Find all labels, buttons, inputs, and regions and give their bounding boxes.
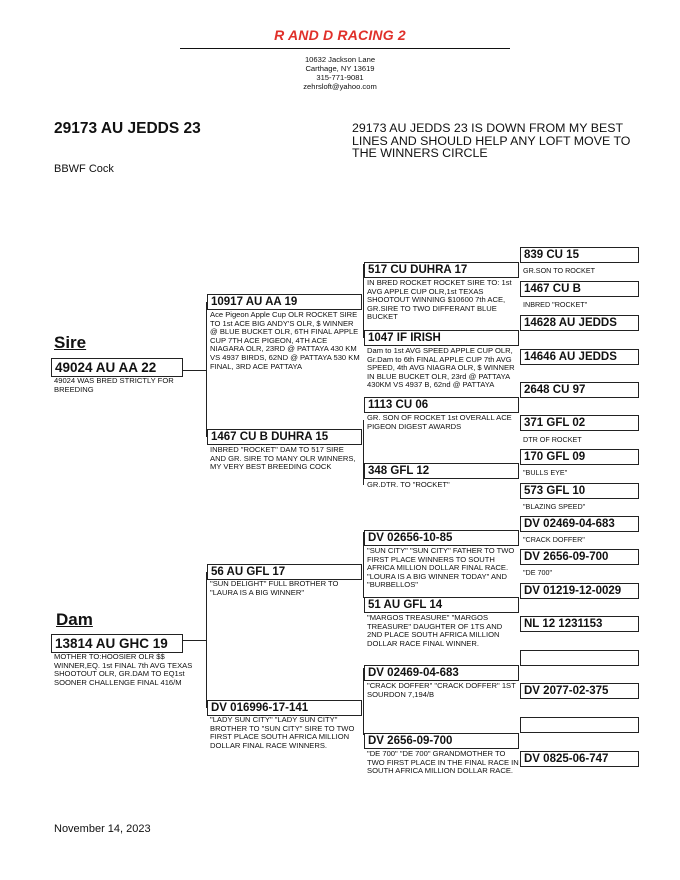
dssd-band: DV 2656-09-700 xyxy=(520,549,639,565)
sd-band: 1467 CU B DUHRA 15 xyxy=(207,429,362,445)
sdsd-band: 371 GFL 02 xyxy=(520,415,639,431)
ssdd-band: 14646 AU JEDDS xyxy=(520,349,639,365)
sdss-band: 2648 CU 97 xyxy=(520,382,639,398)
dd-notes: "LADY SUN CITY" "LADY SUN CITY" BROTHER TO "SUN CITY" SIRE TO TWO FIRST PLACE SOUTH AFRICA MILLION DOLLAR FINAL RACE WINNERS. xyxy=(210,716,355,750)
sssd-band: 1467 CU B xyxy=(520,281,639,297)
dam-notes: MOTHER TO:HOOSIER OLR $$ WINNER,EQ. 1st FINAL 7th AVG TEXAS SHOOTOUT OLR, GR.DAM TO EQ1st SOONER CHALLENGE FINAL 416/M xyxy=(54,653,193,687)
sssd-notes: INBRED "ROCKET" xyxy=(523,300,588,309)
dam-heading: Dam xyxy=(56,610,93,629)
pigeon-color-sex: BBWF Cock xyxy=(54,163,114,175)
address-line-street: 10632 Jackson Lane xyxy=(304,55,376,64)
dds-band: DV 02469-04-683 xyxy=(364,665,519,681)
ddds-band xyxy=(520,717,639,733)
ds-notes: "SUN DELIGHT" FULL BROTHER TO "LAURA IS A BIG WINNER" xyxy=(210,580,339,597)
ssd-band: 1047 IF IRISH xyxy=(364,330,519,346)
dds-notes: "CRACK DOFFER" "CRACK DOFFER" 1ST SOURDON 7,194/B xyxy=(367,682,516,699)
ddss-band xyxy=(520,650,639,666)
connector-sire xyxy=(206,302,207,437)
dsss-band: DV 02469-04-683 xyxy=(520,516,639,532)
dss-notes: "SUN CITY" "SUN CITY" FATHER TO TWO FIRST PLACE WINNERS TO SOUTH AFRICA MILLION DOLLAR FINAL RACE. "LOURA IS A BIG WINNER TODAY" AND "BURBELLOS" xyxy=(367,547,515,590)
loft-name: R AND D RACING 2 xyxy=(274,27,406,43)
connector-sire-h xyxy=(183,370,206,371)
ddsd-band: DV 2077-02-375 xyxy=(520,683,639,699)
header-divider xyxy=(180,48,510,49)
sddd-band: 573 GFL 10 xyxy=(520,483,639,499)
dsdd-band: NL 12 1231153 xyxy=(520,616,639,632)
dssd-notes: "DE 700" xyxy=(523,568,553,577)
sds-band: 1113 CU 06 xyxy=(364,397,519,413)
sds-notes: GR. SON OF ROCKET 1st OVERALL ACE PIGEON DIGEST AWARDS xyxy=(367,414,512,431)
sire-band: 49024 AU AA 22 xyxy=(51,358,183,377)
ddd-band: DV 2656-09-700 xyxy=(364,733,519,749)
dss-band: DV 02656-10-85 xyxy=(364,530,519,546)
dd-band: DV 016996-17-141 xyxy=(207,700,362,716)
address-line-city: Carthage, NY 13619 xyxy=(305,64,375,73)
ssss-band: 839 CU 15 xyxy=(520,247,639,263)
document-date: November 14, 2023 xyxy=(54,823,151,835)
ssss-notes: GR.SON TO ROCKET xyxy=(523,266,596,275)
ss-notes: Ace Pigeon Apple Cup OLR ROCKET SIRE TO 1st ACE BIG ANDY'S OLR, $ WINNER @ BLUE BUCKET OLR, 6TH FINAL APPLE CUP 7TH ACE PIGEON, 4TH ACE NIAGARA OLR, 23RD @ PATTAYA 430 KM VS 4937 BIRDS, 62ND @ PATTAYA 530 KM FINAL, 3RD ACE PATTAYA xyxy=(210,311,360,371)
sss-notes: IN BRED ROCKET ROCKET SIRE TO: 1st AVG APPLE CUP OLR,1st TEXAS SHOOTOUT WINNING $10600 7th ACE, GR.SIRE TO TWO DIFFERANT BLUE BUCKET xyxy=(367,279,512,322)
dam-band: 13814 AU GHC 19 xyxy=(51,634,183,653)
ss-band: 10917 AU AA 19 xyxy=(207,294,362,310)
ssds-band: 14628 AU JEDDS xyxy=(520,315,639,331)
ds-band: 56 AU GFL 17 xyxy=(207,564,362,580)
connector-dam xyxy=(206,572,207,708)
sdds-band: 170 GFL 09 xyxy=(520,449,639,465)
sdsd-notes: DTR OF ROCKET xyxy=(523,435,582,444)
dsds-band: DV 01219-12-0029 xyxy=(520,583,639,599)
sdd-band: 348 GFL 12 xyxy=(364,463,519,479)
dddd-band: DV 0825-06-747 xyxy=(520,751,639,767)
sdd-notes: GR.DTR. TO "ROCKET" xyxy=(367,481,450,489)
connector-dam-h xyxy=(183,640,206,641)
pigeon-description: 29173 AU JEDDS 23 IS DOWN FROM MY BEST LINES AND SHOULD HELP ANY LOFT MOVE TO THE WINNERS CIRCLE xyxy=(352,121,631,160)
dsd-notes: "MARGOS TREASURE" "MARGOS TREASURE" DAUGHTER OF 1TS AND 2ND PLACE SOUTH AFRICA MILLION DOLLAR RACE FINAL WINNER. xyxy=(367,614,503,648)
sdds-notes: "BULLS EYE" xyxy=(523,468,568,477)
dsd-band: 51 AU GFL 14 xyxy=(364,597,519,613)
address-line-phone: 315-771-9081 xyxy=(316,73,364,82)
dsss-notes: "CRACK DOFFER" xyxy=(523,535,585,544)
sss-band: 517 CU DUHRA 17 xyxy=(364,262,519,278)
ssd-notes: Dam to 1st AVG SPEED APPLE CUP OLR, Gr.Dam to 6th FINAL APPLE CUP 7th AVG SPEED, 4th AVG NIAGRA OLR, $ WINNER IN BLUE BUCKET OLR, 23rd @ PATTAYA 430KM VS 4937 B, 62nd @ PATTAYA xyxy=(367,347,515,390)
pigeon-band: 29173 AU JEDDS 23 xyxy=(54,120,201,137)
sire-notes: 49024 WAS BRED STRICTLY FOR BREEDING xyxy=(54,377,174,394)
sire-heading: Sire xyxy=(54,333,87,352)
sddd-notes: "BLAZING SPEED" xyxy=(523,502,586,511)
sd-notes: INBRED "ROCKET" DAM TO 517 SIRE AND GR. SIRE TO MANY OLR WINNERS, MY VERY BEST BREEDING COCK xyxy=(210,446,356,472)
ddd-notes: "DE 700" "DE 700" GRANDMOTHER TO TWO FIRST PLACE IN THE FINAL RACE IN SOUTH AFRICA MILLION DOLLAR RACE. xyxy=(367,750,519,776)
address-line-email: zehrsloft@yahoo.com xyxy=(303,82,377,91)
